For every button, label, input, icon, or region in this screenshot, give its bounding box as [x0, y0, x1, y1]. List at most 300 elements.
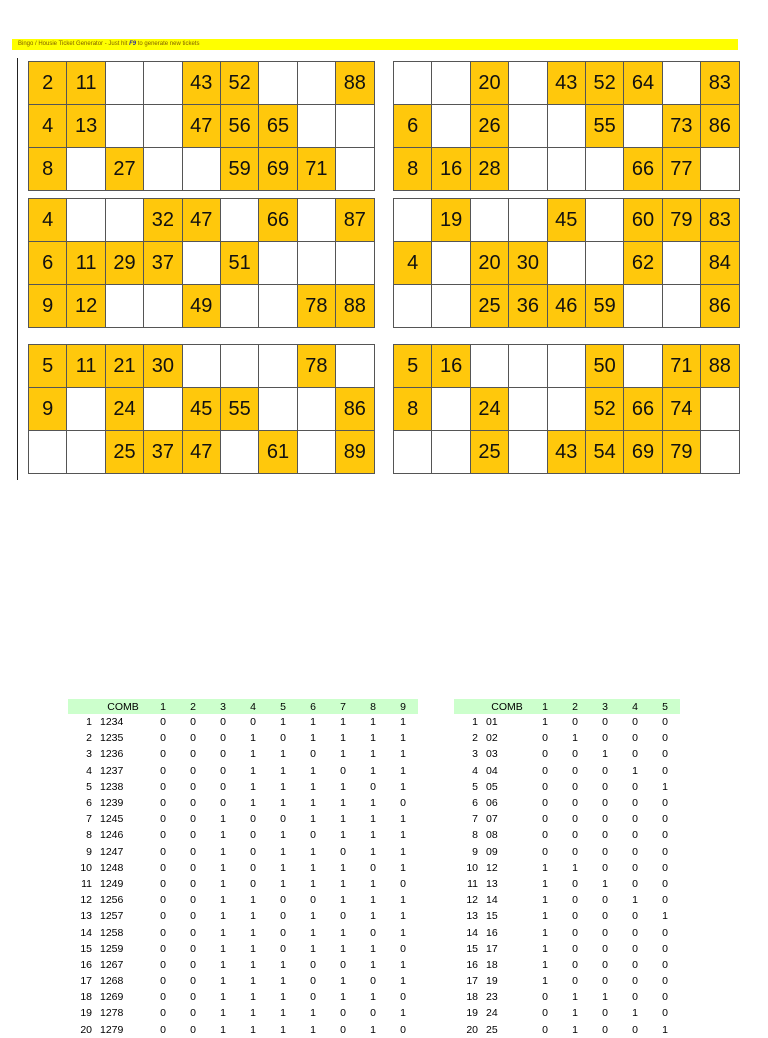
ticket-cell [394, 199, 432, 242]
table-cell: 0 [370, 780, 376, 793]
ticket-cell [67, 388, 105, 431]
table-row [68, 844, 418, 860]
table-cell: 1 [250, 748, 256, 761]
ticket-cell: 45 [183, 388, 221, 431]
table-row [454, 860, 680, 876]
table-cell: 0 [160, 797, 166, 810]
table-cell: 0 [400, 877, 406, 890]
table-cell: 1 [280, 780, 286, 793]
ticket-cell [221, 431, 259, 474]
ticket-cell [509, 105, 547, 148]
table-cell: 0 [340, 910, 346, 923]
ticket-cell: 43 [183, 62, 221, 105]
column-header: 5 [268, 699, 298, 714]
ticket-cell: 32 [144, 199, 182, 242]
table-cell: 0 [602, 845, 608, 858]
table-cell: 0 [542, 829, 548, 842]
table-cell: 0 [542, 845, 548, 858]
table-row [454, 746, 680, 762]
table-cell: 1 [310, 910, 316, 923]
table-cell: 0 [662, 813, 668, 826]
ticket-cell [471, 199, 509, 242]
column-header: 6 [298, 699, 328, 714]
ticket-cell: 88 [336, 285, 374, 328]
ticket-cell: 65 [259, 105, 297, 148]
table-cell: 8 [86, 829, 92, 842]
table-cell: 1 [400, 910, 406, 923]
table-cell: 0 [572, 975, 578, 988]
ticket-cell: 5 [29, 345, 67, 388]
table-cell: 1 [572, 732, 578, 745]
table-cell: 5 [86, 780, 92, 793]
table-cell: 01 [486, 716, 498, 729]
table-cell: 0 [310, 975, 316, 988]
table-cell: 1 [662, 780, 668, 793]
table-cell: 05 [486, 780, 498, 793]
table-cell: 0 [190, 1023, 196, 1036]
table-cell: 0 [370, 975, 376, 988]
table-cell: 1 [602, 877, 608, 890]
table-cell: 1 [370, 813, 376, 826]
table-cell: 0 [632, 910, 638, 923]
table-cell: 1 [280, 958, 286, 971]
table-cell: 1 [400, 975, 406, 988]
table-cell: 13 [80, 910, 92, 923]
table-cell: 0 [662, 877, 668, 890]
ticket-cell [509, 148, 547, 191]
table-cell: 1249 [100, 877, 124, 890]
table-cell: 12 [80, 894, 92, 907]
ticket-cell: 11 [67, 345, 105, 388]
ticket-cell: 20 [471, 62, 509, 105]
table-cell: 0 [632, 975, 638, 988]
table-cell: 4 [86, 764, 92, 777]
ticket-cell: 47 [183, 431, 221, 474]
ticket-cell [106, 199, 144, 242]
table-cell: 0 [190, 780, 196, 793]
table-cell: 1 [340, 942, 346, 955]
table-cell: 1 [400, 780, 406, 793]
ticket-cell: 73 [663, 105, 701, 148]
table-cell: 18 [80, 991, 92, 1004]
table-cell: 0 [160, 829, 166, 842]
column-header [68, 699, 98, 714]
ticket-cell: 83 [701, 199, 739, 242]
ticket-cell [471, 345, 509, 388]
table-cell: 0 [542, 991, 548, 1004]
table-cell: 1 [220, 1007, 226, 1020]
table-cell: 0 [572, 877, 578, 890]
table-cell: 1 [250, 1023, 256, 1036]
table-cell: 0 [160, 958, 166, 971]
table-cell: 0 [632, 926, 638, 939]
banner-key: F9 [129, 41, 137, 47]
table-cell: 1 [542, 942, 548, 955]
table-cell: 1 [280, 975, 286, 988]
table-cell: 0 [662, 975, 668, 988]
ticket-cell [394, 62, 432, 105]
ticket [28, 198, 375, 328]
ticket-cell [509, 388, 547, 431]
table-cell: 1 [542, 894, 548, 907]
ticket-cell: 77 [663, 148, 701, 191]
table-cell: 11 [467, 877, 478, 890]
table-cell: 0 [160, 926, 166, 939]
table-cell: 1 [280, 877, 286, 890]
ticket-cell: 13 [67, 105, 105, 148]
table-cell: 06 [486, 797, 498, 810]
table-cell: 1 [542, 910, 548, 923]
ticket-cell: 88 [336, 62, 374, 105]
table-row [68, 860, 418, 876]
table-cell: 0 [662, 1007, 668, 1020]
table-cell: 1259 [100, 942, 124, 955]
table-cell: 0 [572, 926, 578, 939]
table-cell: 09 [486, 845, 498, 858]
table-cell: 1 [310, 732, 316, 745]
table-cell: 10 [466, 861, 478, 874]
table-cell: 1237 [100, 764, 124, 777]
table-cell: 19 [486, 975, 498, 988]
table-cell: 1 [370, 894, 376, 907]
table-cell: 1 [400, 845, 406, 858]
table-row [454, 827, 680, 843]
table-cell: 0 [310, 748, 316, 761]
table-cell: 15 [466, 942, 478, 955]
table-cell: 0 [310, 958, 316, 971]
table-cell: 1248 [100, 861, 124, 874]
ticket-cell: 29 [106, 242, 144, 285]
ticket-cell: 60 [624, 199, 662, 242]
table-cell: 0 [632, 732, 638, 745]
table-cell: 0 [250, 829, 256, 842]
ticket [393, 344, 740, 474]
ticket-cell [221, 345, 259, 388]
table-cell: 1 [250, 926, 256, 939]
ticket-cell [663, 285, 701, 328]
ticket [393, 61, 740, 191]
table-cell: 1 [572, 1007, 578, 1020]
ticket-cell [298, 431, 336, 474]
table-cell: 0 [602, 975, 608, 988]
table-row [68, 957, 418, 973]
ticket-cell: 9 [29, 285, 67, 328]
table-cell: 14 [80, 926, 92, 939]
table-cell: 1 [340, 829, 346, 842]
table-cell: 0 [190, 748, 196, 761]
table-cell: 1 [310, 1007, 316, 1020]
ticket-cell: 88 [701, 345, 739, 388]
ticket-cell: 52 [586, 62, 624, 105]
ticket-cell: 59 [221, 148, 259, 191]
ticket-cell [624, 345, 662, 388]
table-cell: 1 [662, 1023, 668, 1036]
table-cell: 1 [370, 877, 376, 890]
table-cell: 0 [572, 894, 578, 907]
table-cell: 4 [472, 764, 478, 777]
table-row [454, 844, 680, 860]
table-row [68, 714, 418, 730]
table-cell: 1 [250, 732, 256, 745]
table-cell: 1 [220, 942, 226, 955]
ticket-cell [259, 345, 297, 388]
ticket-cell: 51 [221, 242, 259, 285]
table-cell: 0 [160, 942, 166, 955]
table-cell: 0 [370, 1007, 376, 1020]
table-cell: 1 [370, 716, 376, 729]
table-cell: 0 [602, 1023, 608, 1036]
table-cell: 0 [310, 991, 316, 1004]
table-cell: 0 [632, 958, 638, 971]
ticket-cell: 69 [259, 148, 297, 191]
ticket-cell: 27 [106, 148, 144, 191]
table-cell: 1 [250, 894, 256, 907]
table-row [454, 714, 680, 730]
table-cell: 0 [572, 813, 578, 826]
table-cell: 0 [310, 894, 316, 907]
table-cell: 0 [542, 1007, 548, 1020]
ticket-cell [144, 388, 182, 431]
table-cell: 24 [486, 1007, 498, 1020]
table-cell: 1 [310, 1023, 316, 1036]
table-cell: 1 [400, 748, 406, 761]
ticket [28, 61, 375, 191]
table-cell: 0 [662, 958, 668, 971]
table-cell: 0 [602, 926, 608, 939]
table-cell: 0 [542, 813, 548, 826]
ticket-cell: 52 [221, 62, 259, 105]
table-cell: 1 [400, 958, 406, 971]
table-cell: 1 [400, 716, 406, 729]
table-cell: 16 [486, 926, 498, 939]
table-cell: 1 [340, 894, 346, 907]
table-cell: 0 [662, 926, 668, 939]
table-cell: 23 [486, 991, 498, 1004]
table-cell: 1 [220, 975, 226, 988]
ticket-cell [548, 242, 586, 285]
ticket-cell: 37 [144, 242, 182, 285]
ticket-cell: 19 [432, 199, 470, 242]
table-cell: 17 [80, 975, 92, 988]
table-cell: 1 [310, 845, 316, 858]
ticket-cell: 2 [29, 62, 67, 105]
table-cell: 1 [370, 732, 376, 745]
table-cell: 1 [400, 861, 406, 874]
ticket-cell: 46 [548, 285, 586, 328]
table-row [68, 779, 418, 795]
table-cell: 0 [572, 958, 578, 971]
table-cell: 0 [602, 764, 608, 777]
ticket-cell [221, 285, 259, 328]
table-cell: 0 [632, 877, 638, 890]
table-cell: 0 [662, 942, 668, 955]
table-cell: 20 [80, 1023, 92, 1036]
table-cell: 0 [602, 813, 608, 826]
table-cell: 6 [472, 797, 478, 810]
table-cell: 1268 [100, 975, 124, 988]
table-cell: 1 [542, 716, 548, 729]
table-row [454, 779, 680, 795]
table-cell: 03 [486, 748, 498, 761]
ticket-cell: 25 [106, 431, 144, 474]
table-cell: 13 [466, 910, 478, 923]
table-row [68, 892, 418, 908]
table-cell: 7 [472, 813, 478, 826]
ticket-cell [548, 148, 586, 191]
table-cell: 0 [280, 910, 286, 923]
table-cell: 0 [602, 861, 608, 874]
table-row [454, 795, 680, 811]
table-cell: 0 [310, 829, 316, 842]
ticket-cell [221, 199, 259, 242]
table-cell: 0 [632, 942, 638, 955]
table-cell: 19 [466, 1007, 478, 1020]
title-banner [12, 39, 738, 50]
table-cell: 1 [310, 797, 316, 810]
ticket-cell: 28 [471, 148, 509, 191]
table-cell: 0 [340, 764, 346, 777]
table-cell: 1 [310, 764, 316, 777]
table-cell: 0 [160, 764, 166, 777]
table-cell: 0 [190, 813, 196, 826]
column-header: 2 [178, 699, 208, 714]
column-header: 2 [560, 699, 590, 714]
ticket-cell [586, 199, 624, 242]
table-cell: 1 [220, 813, 226, 826]
table-row [68, 973, 418, 989]
table-cell: 1 [340, 748, 346, 761]
ticket-cell: 87 [336, 199, 374, 242]
table-cell: 0 [250, 877, 256, 890]
table-row [68, 795, 418, 811]
table-row [68, 1005, 418, 1021]
table-cell: 1 [370, 829, 376, 842]
table-cell: 25 [486, 1023, 498, 1036]
table-cell: 0 [542, 1023, 548, 1036]
table-cell: 0 [602, 732, 608, 745]
table-cell: 0 [190, 732, 196, 745]
table-cell: 0 [190, 942, 196, 955]
table-cell: 1 [602, 748, 608, 761]
table-cell: 0 [542, 764, 548, 777]
table-cell: 0 [400, 1023, 406, 1036]
table-cell: 1 [542, 861, 548, 874]
ticket-cell: 43 [548, 62, 586, 105]
ticket-cell: 86 [701, 285, 739, 328]
ticket-cell [624, 105, 662, 148]
ticket-cell [298, 62, 336, 105]
column-header: 5 [650, 699, 680, 714]
table-cell: 0 [160, 910, 166, 923]
column-header: 1 [148, 699, 178, 714]
ticket-cell [701, 388, 739, 431]
left-combination-table [68, 699, 418, 1038]
ticket-cell [29, 431, 67, 474]
table-cell: 1 [220, 894, 226, 907]
table-cell: 1 [370, 1023, 376, 1036]
table-cell: 2 [86, 732, 92, 745]
table-cell: 17 [466, 975, 478, 988]
table-cell: 3 [472, 748, 478, 761]
table-cell: 1 [310, 926, 316, 939]
ticket-cell: 79 [663, 431, 701, 474]
ticket-cell [701, 431, 739, 474]
ticket-cell: 55 [586, 105, 624, 148]
table-cell: 0 [370, 861, 376, 874]
table-cell: 0 [190, 910, 196, 923]
table-row [454, 989, 680, 1005]
table-cell: 5 [472, 780, 478, 793]
table-cell: 0 [340, 1007, 346, 1020]
table-cell: 0 [632, 748, 638, 761]
ticket [393, 198, 740, 328]
table-cell: 0 [190, 877, 196, 890]
table-cell: 1 [340, 861, 346, 874]
table-cell: 0 [572, 829, 578, 842]
table-row [454, 811, 680, 827]
table-cell: 0 [340, 845, 346, 858]
table-cell: 1 [400, 926, 406, 939]
ticket-cell [432, 431, 470, 474]
column-header: 3 [208, 699, 238, 714]
table-cell: 0 [250, 813, 256, 826]
ticket-cell [259, 285, 297, 328]
table-cell: 0 [160, 732, 166, 745]
table-cell: 15 [486, 910, 498, 923]
ticket-cell [106, 105, 144, 148]
table-cell: 0 [632, 716, 638, 729]
ticket-cell: 66 [624, 148, 662, 191]
ticket-cell: 24 [106, 388, 144, 431]
table-cell: 0 [190, 845, 196, 858]
ticket-cell [67, 199, 105, 242]
table-cell: 0 [190, 975, 196, 988]
table-cell: 1 [340, 975, 346, 988]
ticket-cell: 89 [336, 431, 374, 474]
ticket-cell [548, 388, 586, 431]
table-cell: 1 [602, 991, 608, 1004]
table-cell: 0 [602, 829, 608, 842]
ticket-cell [336, 148, 374, 191]
table-cell: 13 [486, 877, 498, 890]
table-cell: 1258 [100, 926, 124, 939]
table-cell: 1 [280, 1023, 286, 1036]
table-cell: 1236 [100, 748, 124, 761]
table-cell: 19 [80, 1007, 92, 1020]
table-cell: 1 [220, 845, 226, 858]
ticket-cell: 71 [663, 345, 701, 388]
table-cell: 1 [632, 764, 638, 777]
table-cell: 1 [250, 975, 256, 988]
table-cell: 1 [400, 732, 406, 745]
table-cell: 0 [632, 797, 638, 810]
table-cell: 0 [190, 861, 196, 874]
table-cell: 1 [280, 1007, 286, 1020]
table-cell: 0 [160, 991, 166, 1004]
ticket-cell [624, 285, 662, 328]
table-cell: 0 [160, 780, 166, 793]
table-cell: 1 [310, 813, 316, 826]
table-cell: 1 [370, 910, 376, 923]
right-combination-table [454, 699, 680, 1038]
table-cell: 0 [220, 797, 226, 810]
table-cell: 0 [632, 845, 638, 858]
table-row [68, 811, 418, 827]
ticket-cell [509, 431, 547, 474]
ticket-cell: 64 [624, 62, 662, 105]
table-cell: 1257 [100, 910, 124, 923]
ticket-cell: 36 [509, 285, 547, 328]
